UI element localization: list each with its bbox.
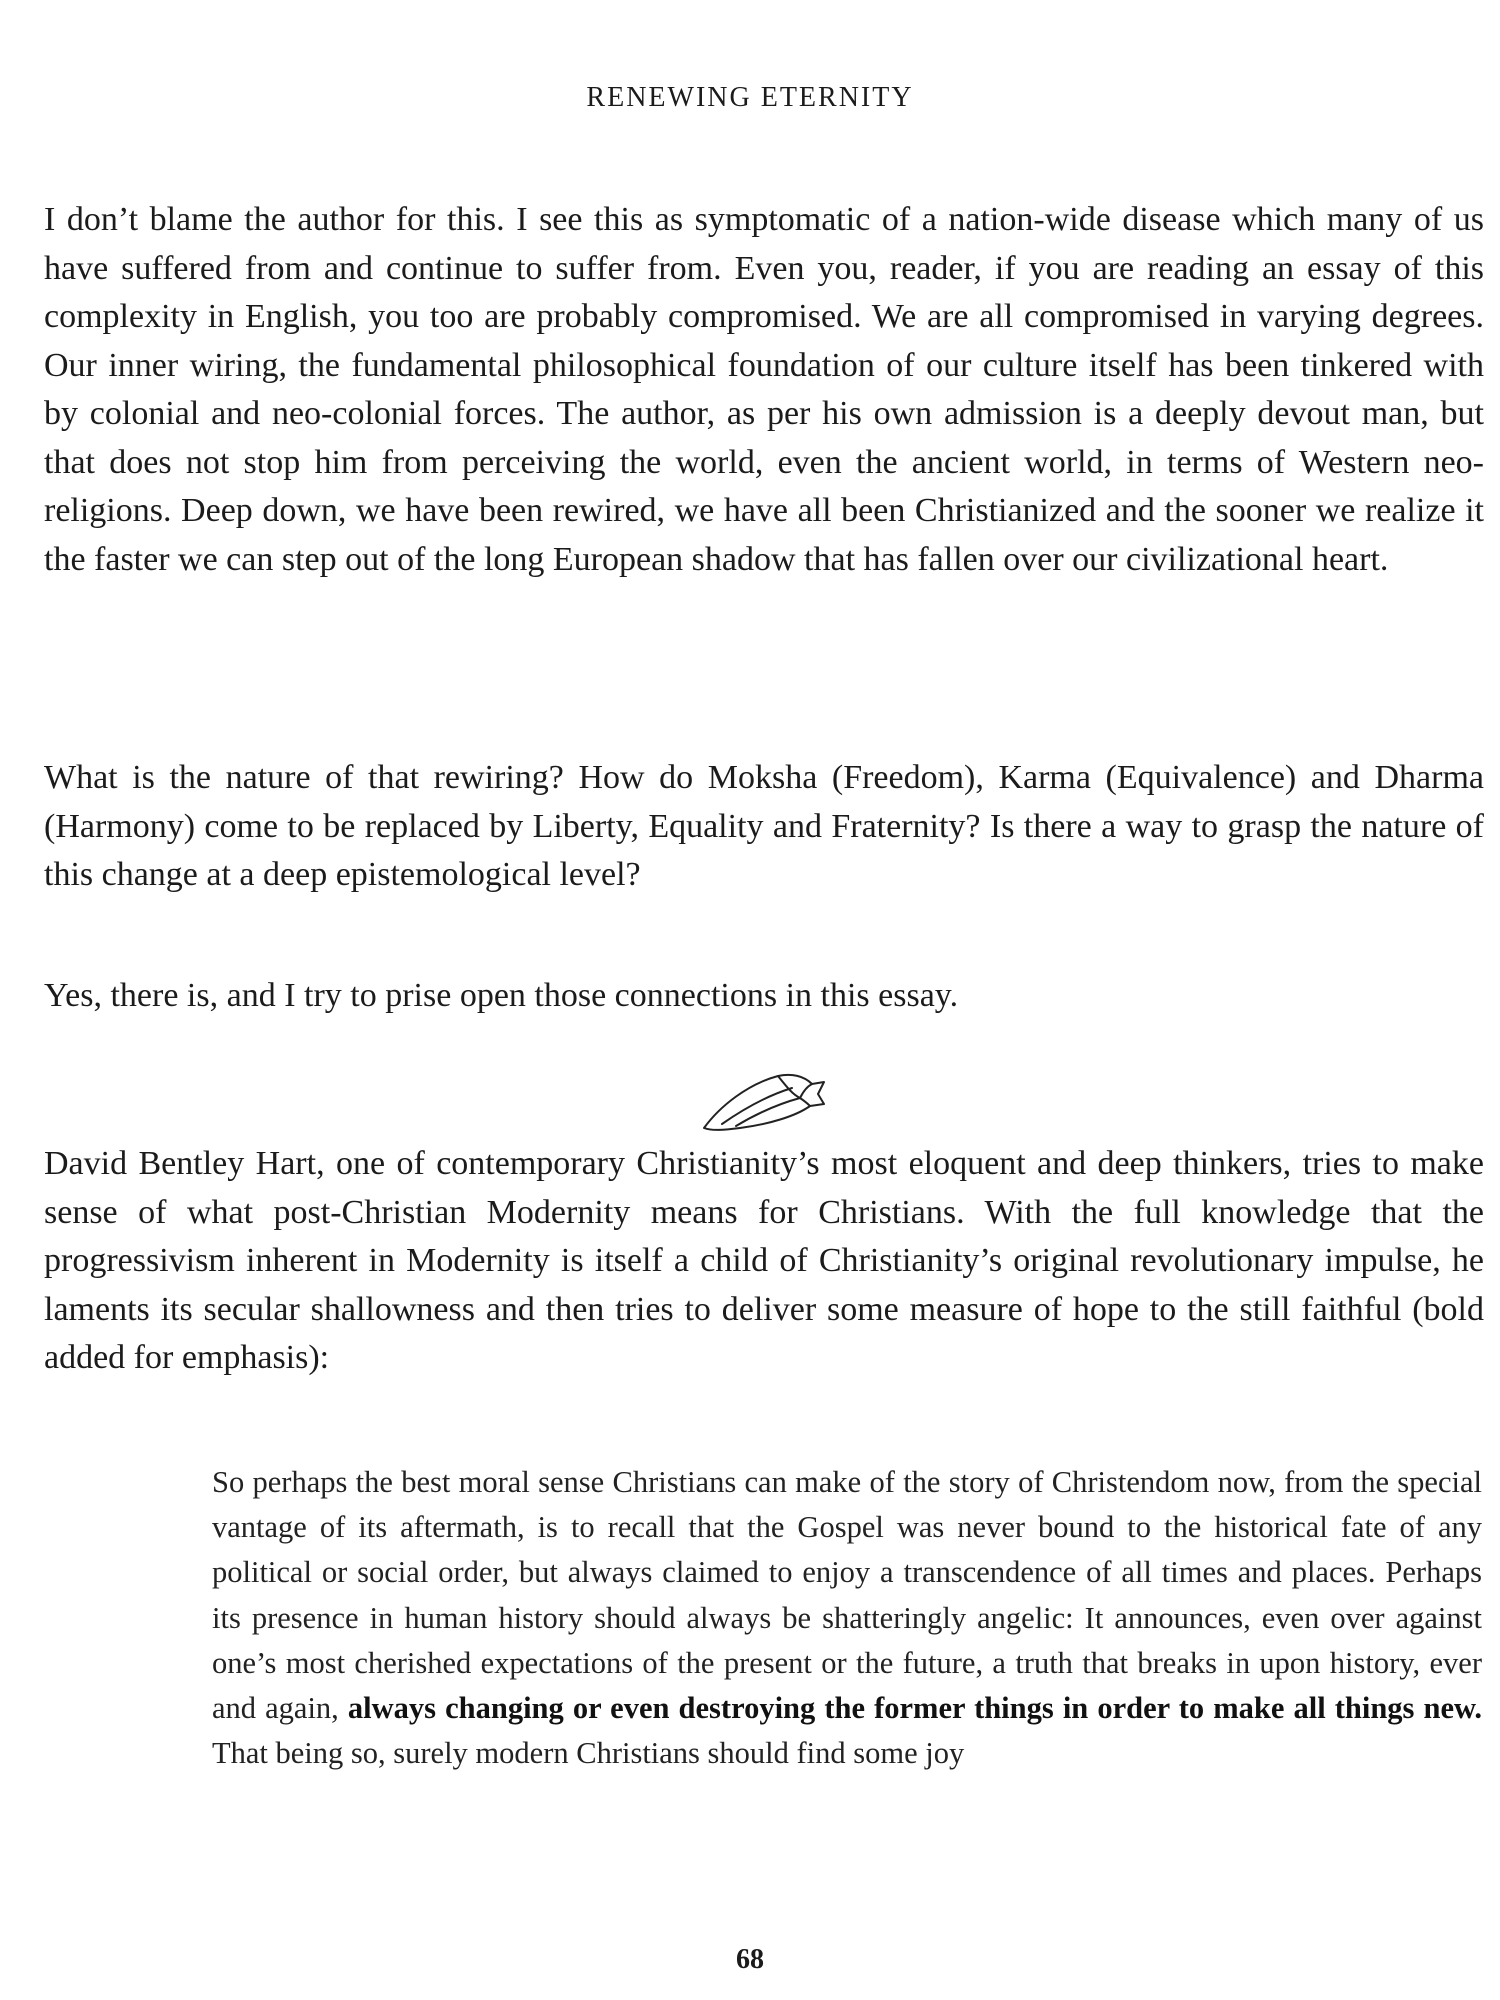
paragraph-4: David Bentley Hart, one of contemporary Christianity’s most eloquent and deep thinkers, tries to make sense of what post-Christian Modernity means for Christians. With the full knowledge that the progressivism inherent in Modernity is itself a child of Christianity’s original revolutionary impulse, he laments its secular shallowness and then tries to deliver some measure of hope to the still faithful (bold added for emphasis): [44, 1145, 1484, 1376]
page-number: 68 [736, 1944, 764, 1975]
conch-shell-icon [700, 1068, 828, 1138]
paragraph-3: Yes, there is, and I try to prise open those connections in this essay. [44, 977, 959, 1014]
paragraph-1: I don’t blame the author for this. I see this as symptomatic of a nation-wide disease which many of us have suffered from and continue to suffer from. Even you, reader, if you are reading an essay of this complexity in English, you too are probably compromised. We are all compromised in varying degrees. Our inner wiring, the fundamental philosophical foundation of our culture itself has been tinkered with by colonial and neo-colonial forces. The author, as per his own admission is a deeply devout man, but that does not stop him from perceiving the world, even the ancient world, in terms of Western neo-religions. Deep down, we have been rewired, we have all been Christianized and the sooner we realize it the faster we can step out of the long European shadow that has fallen over our civilizational heart. [44, 201, 1484, 578]
running-title: RENEWING ETERNITY [586, 82, 914, 113]
paragraph-2: What is the nature of that rewiring? How do Moksha (Freedom), Karma (Equivalence) and Dharma (Harmony) come to be replaced by Liberty, Equality and Fraternity? Is there a way to grasp the nature of this change at a deep epistemological level? [44, 759, 1484, 893]
quote-text-before: So perhaps the best moral sense Christians can make of the story of Christendom now, from the special vantage of its aftermath, is to recall that the Gospel was never bound to the historical fate of any political or social order, but always claimed to enjoy a transcendence of all times and places. Perhaps its presence in human history should always be shatteringly angelic: It announces, even over against one’s most cherished expectations of the present or the future, a truth that breaks in upon history, ever and again, [212, 1465, 1482, 1726]
quote-text-after: That being so, surely modern Christians should find some joy [212, 1736, 965, 1771]
quote-bold-emphasis: always changing or even destroying the former things in order to make all things new. [347, 1691, 1482, 1726]
block-quote [212, 1460, 1482, 1776]
